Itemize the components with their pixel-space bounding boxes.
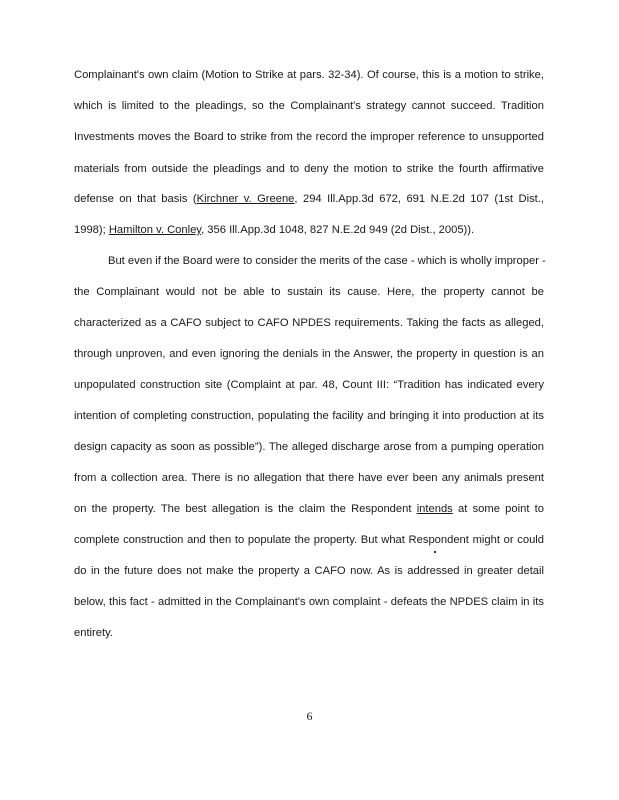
case-name-hamilton: Hamilton v. Conley — [108, 224, 202, 236]
text-line-1: Complainant's own claim (Motion to Strike at pars. 32-34). Of course, this is a motion to strike, — [74, 69, 544, 81]
text-line-3: Investments moves the Board to strike from the record the improper reference to unsupported — [74, 131, 544, 143]
text-line-8: the Complainant would not be able to sustain its cause. Here, the property cannot be — [74, 286, 544, 298]
paragraph-2-first-line: But even if the Board were to consider the merits of the case - which is wholly improper - — [108, 255, 546, 267]
text-line-19: entirety. — [74, 627, 113, 639]
emphasis-intends: intends — [416, 503, 453, 515]
citation-pre: defense on that basis ( — [74, 193, 197, 205]
text-line-17: do in the future does not make the property a CAFO now. As is addressed in greater detail — [74, 565, 544, 577]
text-line-15 — [74, 502, 544, 516]
text-line-16: complete construction and then to populate the property. But what Respondent might or could — [74, 534, 544, 546]
case-name-kirchner: Kirchner v. Greene — [196, 193, 295, 205]
text-line-12: intention of completing construction, populating the facility and bringing it into production at its — [74, 410, 544, 422]
text-line-11: unpopulated construction site (Complaint at par. 48, Count III: “Tradition has indicated every — [74, 379, 544, 391]
text-line-9: characterized as a CAFO subject to CAFO NPDES requirements. Taking the facts as alleged, — [74, 317, 544, 329]
text-line-18: below, this fact - admitted in the Complainant's own complaint - defeats the NPDES claim in its — [74, 596, 544, 608]
text-pre: on the property. The best allegation is the claim the Respondent — [74, 503, 417, 515]
text-line-10: through unproven, and even ignoring the denials in the Answer, the property in question is an — [74, 348, 544, 360]
text-line-2: which is limited to the pleadings, so the Complainant's strategy cannot succeed. Tradition — [74, 100, 544, 112]
citation-post: , 356 Ill.App.3d 1048, 827 N.E.2d 949 (2d Dist., 2005)). — [201, 224, 475, 236]
page-number: 6 — [306, 709, 313, 723]
citation-post: , 294 Ill.App.3d 672, 691 N.E.2d 107 (1st Dist., — [294, 193, 544, 205]
text-line-6 — [74, 223, 544, 237]
text-line-4: materials from outside the pleadings and to deny the motion to strike the fourth affirmative — [74, 163, 544, 175]
scan-speck — [434, 551, 436, 553]
citation-pre: 1998); — [74, 224, 109, 236]
text-line-5 — [74, 192, 544, 206]
text-post: at some point to — [452, 503, 544, 515]
text-line-13: design capacity as soon as possible”). The alleged discharge arose from a pumping operation — [74, 441, 544, 453]
text-line-14: from a collection area. There is no allegation that there have ever been any animals present — [74, 472, 544, 484]
